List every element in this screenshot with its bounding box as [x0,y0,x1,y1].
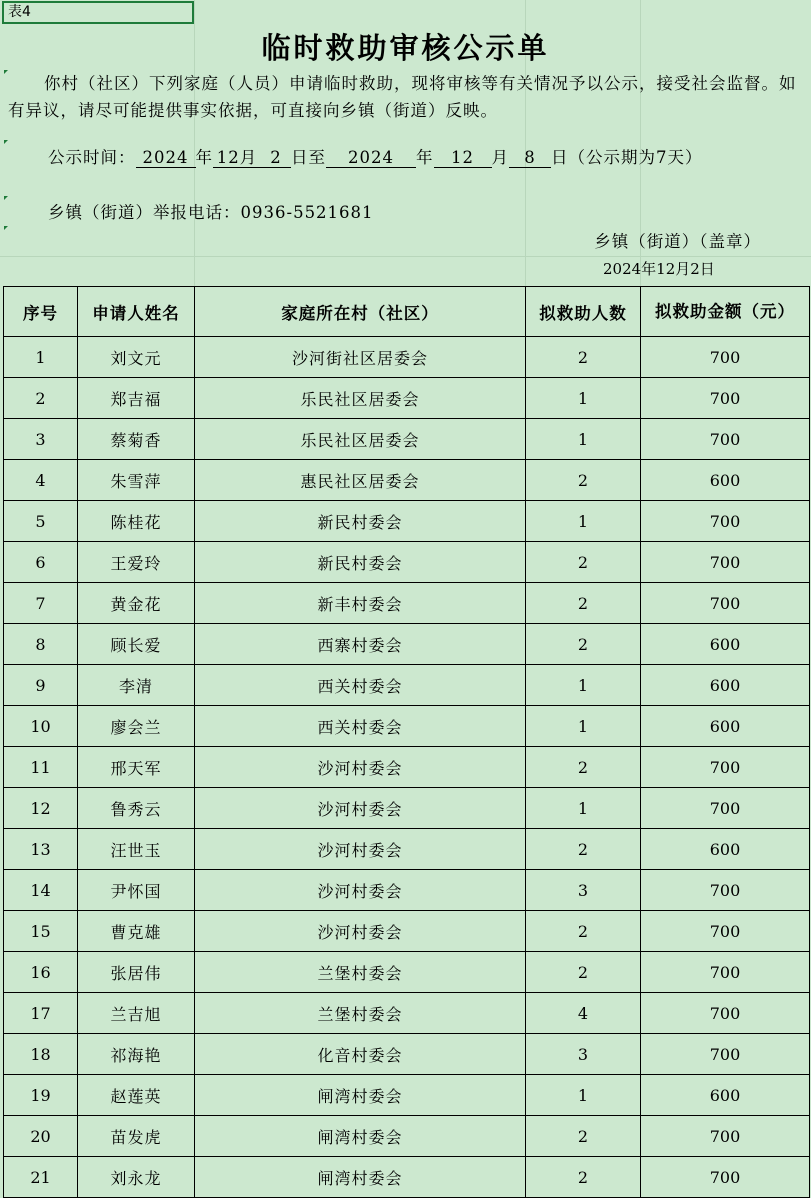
cell-no: 1 [4,337,78,378]
period-note: 日（公示期为7天） [551,148,703,167]
end-month: 12 [434,149,492,168]
cell-amount: 700 [641,542,810,583]
cell-people: 2 [526,624,641,665]
cell-amount: 700 [641,501,810,542]
grid-line [0,256,811,257]
cell-people: 1 [526,788,641,829]
cell-people: 3 [526,1034,641,1075]
cell-no: 7 [4,583,78,624]
cell-amount: 700 [641,1157,810,1198]
cell-village: 新民村委会 [195,542,526,583]
cell-village: 西关村委会 [195,706,526,747]
cell-village: 乐民社区居委会 [195,378,526,419]
table-header-row [4,287,810,337]
cell-village: 闸湾村委会 [195,1116,526,1157]
cell-people: 2 [526,337,641,378]
cell-name: 曹克雄 [78,911,195,952]
cell-village: 闸湾村委会 [195,1075,526,1116]
cell-name: 兰吉旭 [78,993,195,1034]
table-row [4,665,810,706]
cell-people: 2 [526,952,641,993]
period-label: 公示时间： [48,148,136,167]
intro-paragraph: 你村（社区）下列家庭（人员）申请临时救助，现将审核等有关情况予以公示，接受社会监督。如有异议，请尽可能提供事实依据，可直接向乡镇（街道）反映。 [8,74,797,120]
cell-no: 9 [4,665,78,706]
table-row [4,624,810,665]
cell-no: 6 [4,542,78,583]
table-row [4,747,810,788]
cell-no: 19 [4,1075,78,1116]
cell-no: 13 [4,829,78,870]
selected-cell[interactable]: 表4 [2,1,194,24]
cell-amount: 700 [641,788,810,829]
cell-no: 4 [4,460,78,501]
header-village: 家庭所在村（社区） [195,287,526,337]
cell-amount: 600 [641,1075,810,1116]
cell-people: 3 [526,870,641,911]
cell-village: 新丰村委会 [195,583,526,624]
cell-village: 沙河村委会 [195,747,526,788]
notice-date: 2024年12月2日 [603,260,715,278]
cell-marker [4,196,8,200]
cell-name: 尹怀国 [78,870,195,911]
cell-village: 惠民社区居委会 [195,460,526,501]
cell-no: 16 [4,952,78,993]
cell-village: 沙河村委会 [195,829,526,870]
cell-people: 1 [526,501,641,542]
cell-amount: 600 [641,829,810,870]
cell-people: 1 [526,706,641,747]
cell-people: 2 [526,542,641,583]
cell-name: 汪世玉 [78,829,195,870]
cell-no: 3 [4,419,78,460]
cell-name: 苗发虎 [78,1116,195,1157]
cell-village: 沙河村委会 [195,911,526,952]
cell-people: 1 [526,1075,641,1116]
cell-people: 2 [526,583,641,624]
cell-name: 蔡菊香 [78,419,195,460]
table-row [4,1157,810,1198]
table-row [4,583,810,624]
table-row [4,542,810,583]
relief-table [3,286,810,1198]
cell-name: 赵莲英 [78,1075,195,1116]
cell-village: 兰堡村委会 [195,952,526,993]
cell-name: 刘永龙 [78,1157,195,1198]
cell-name: 邢天军 [78,747,195,788]
cell-amount: 700 [641,1116,810,1157]
table-row [4,337,810,378]
cell-amount: 600 [641,460,810,501]
cell-people: 1 [526,419,641,460]
cell-amount: 600 [641,624,810,665]
cell-people: 2 [526,829,641,870]
cell-people: 1 [526,378,641,419]
table-row [4,1034,810,1075]
table-row [4,706,810,747]
cell-no: 10 [4,706,78,747]
start-month: 12月 [213,149,261,168]
cell-amount: 700 [641,747,810,788]
cell-village: 西寨村委会 [195,624,526,665]
cell-amount: 700 [641,870,810,911]
cell-name: 朱雪萍 [78,460,195,501]
cell-village: 闸湾村委会 [195,1157,526,1198]
publicity-period [48,144,703,168]
header-no: 序号 [4,287,78,337]
cell-village: 兰堡村委会 [195,993,526,1034]
cell-amount: 700 [641,1034,810,1075]
cell-village: 沙河村委会 [195,870,526,911]
cell-no: 21 [4,1157,78,1198]
table-row [4,1075,810,1116]
hotline: 乡镇（街道）举报电话：0936-5521681 [48,203,374,222]
cell-name: 郑吉福 [78,378,195,419]
cell-amount: 700 [641,419,810,460]
cell-name: 王爱玲 [78,542,195,583]
cell-people: 1 [526,665,641,706]
table-row [4,829,810,870]
cell-people: 2 [526,911,641,952]
cell-amount: 700 [641,337,810,378]
cell-amount: 600 [641,706,810,747]
cell-name: 黄金花 [78,583,195,624]
table-row [4,993,810,1034]
day-to: 日至 [291,148,326,167]
table-row [4,952,810,993]
cell-name: 鲁秀云 [78,788,195,829]
cell-amount: 700 [641,583,810,624]
table-row [4,870,810,911]
cell-no: 5 [4,501,78,542]
cell-name: 陈桂花 [78,501,195,542]
cell-village: 化音村委会 [195,1034,526,1075]
cell-village: 乐民社区居委会 [195,419,526,460]
year-char-2: 年 [416,148,434,167]
cell-no: 11 [4,747,78,788]
start-year: 2024 [136,149,196,168]
header-people: 拟救助人数 [526,287,641,337]
cell-no: 20 [4,1116,78,1157]
table-row [4,501,810,542]
end-year: 2024 [326,149,416,168]
cell-people: 2 [526,1157,641,1198]
cell-name: 祁海艳 [78,1034,195,1075]
table-row [4,460,810,501]
cell-village: 新民村委会 [195,501,526,542]
cell-amount: 700 [641,378,810,419]
end-day: 8 [509,149,551,168]
cell-name: 张居伟 [78,952,195,993]
header-amount: 拟救助金额（元） [641,287,810,337]
cell-name: 廖会兰 [78,706,195,747]
cell-name: 顾长爱 [78,624,195,665]
cell-no: 8 [4,624,78,665]
start-day: 2 [261,149,291,168]
year-char: 年 [195,148,213,167]
cell-people: 4 [526,993,641,1034]
table-row [4,1116,810,1157]
cell-marker [4,226,8,230]
cell-people: 2 [526,747,641,788]
cell-no: 18 [4,1034,78,1075]
cell-amount: 700 [641,911,810,952]
table-row [4,378,810,419]
cell-amount: 700 [641,993,810,1034]
header-name: 申请人姓名 [78,287,195,337]
cell-no: 15 [4,911,78,952]
table-row [4,788,810,829]
page-title: 临时救助审核公示单 [261,31,550,65]
cell-people: 2 [526,460,641,501]
cell-village: 西关村委会 [195,665,526,706]
cell-no: 2 [4,378,78,419]
cell-no: 14 [4,870,78,911]
cell-no: 17 [4,993,78,1034]
cell-village: 沙河街社区居委会 [195,337,526,378]
cell-name: 李清 [78,665,195,706]
cell-people: 2 [526,1116,641,1157]
month-char: 月 [491,148,509,167]
cell-amount: 600 [641,665,810,706]
table-row [4,419,810,460]
cell-amount: 700 [641,952,810,993]
cell-marker [4,140,8,144]
table-row [4,911,810,952]
stamp-text: 乡镇（街道）（盖章） [594,232,761,251]
cell-name: 刘文元 [78,337,195,378]
cell-no: 12 [4,788,78,829]
cell-village: 沙河村委会 [195,788,526,829]
